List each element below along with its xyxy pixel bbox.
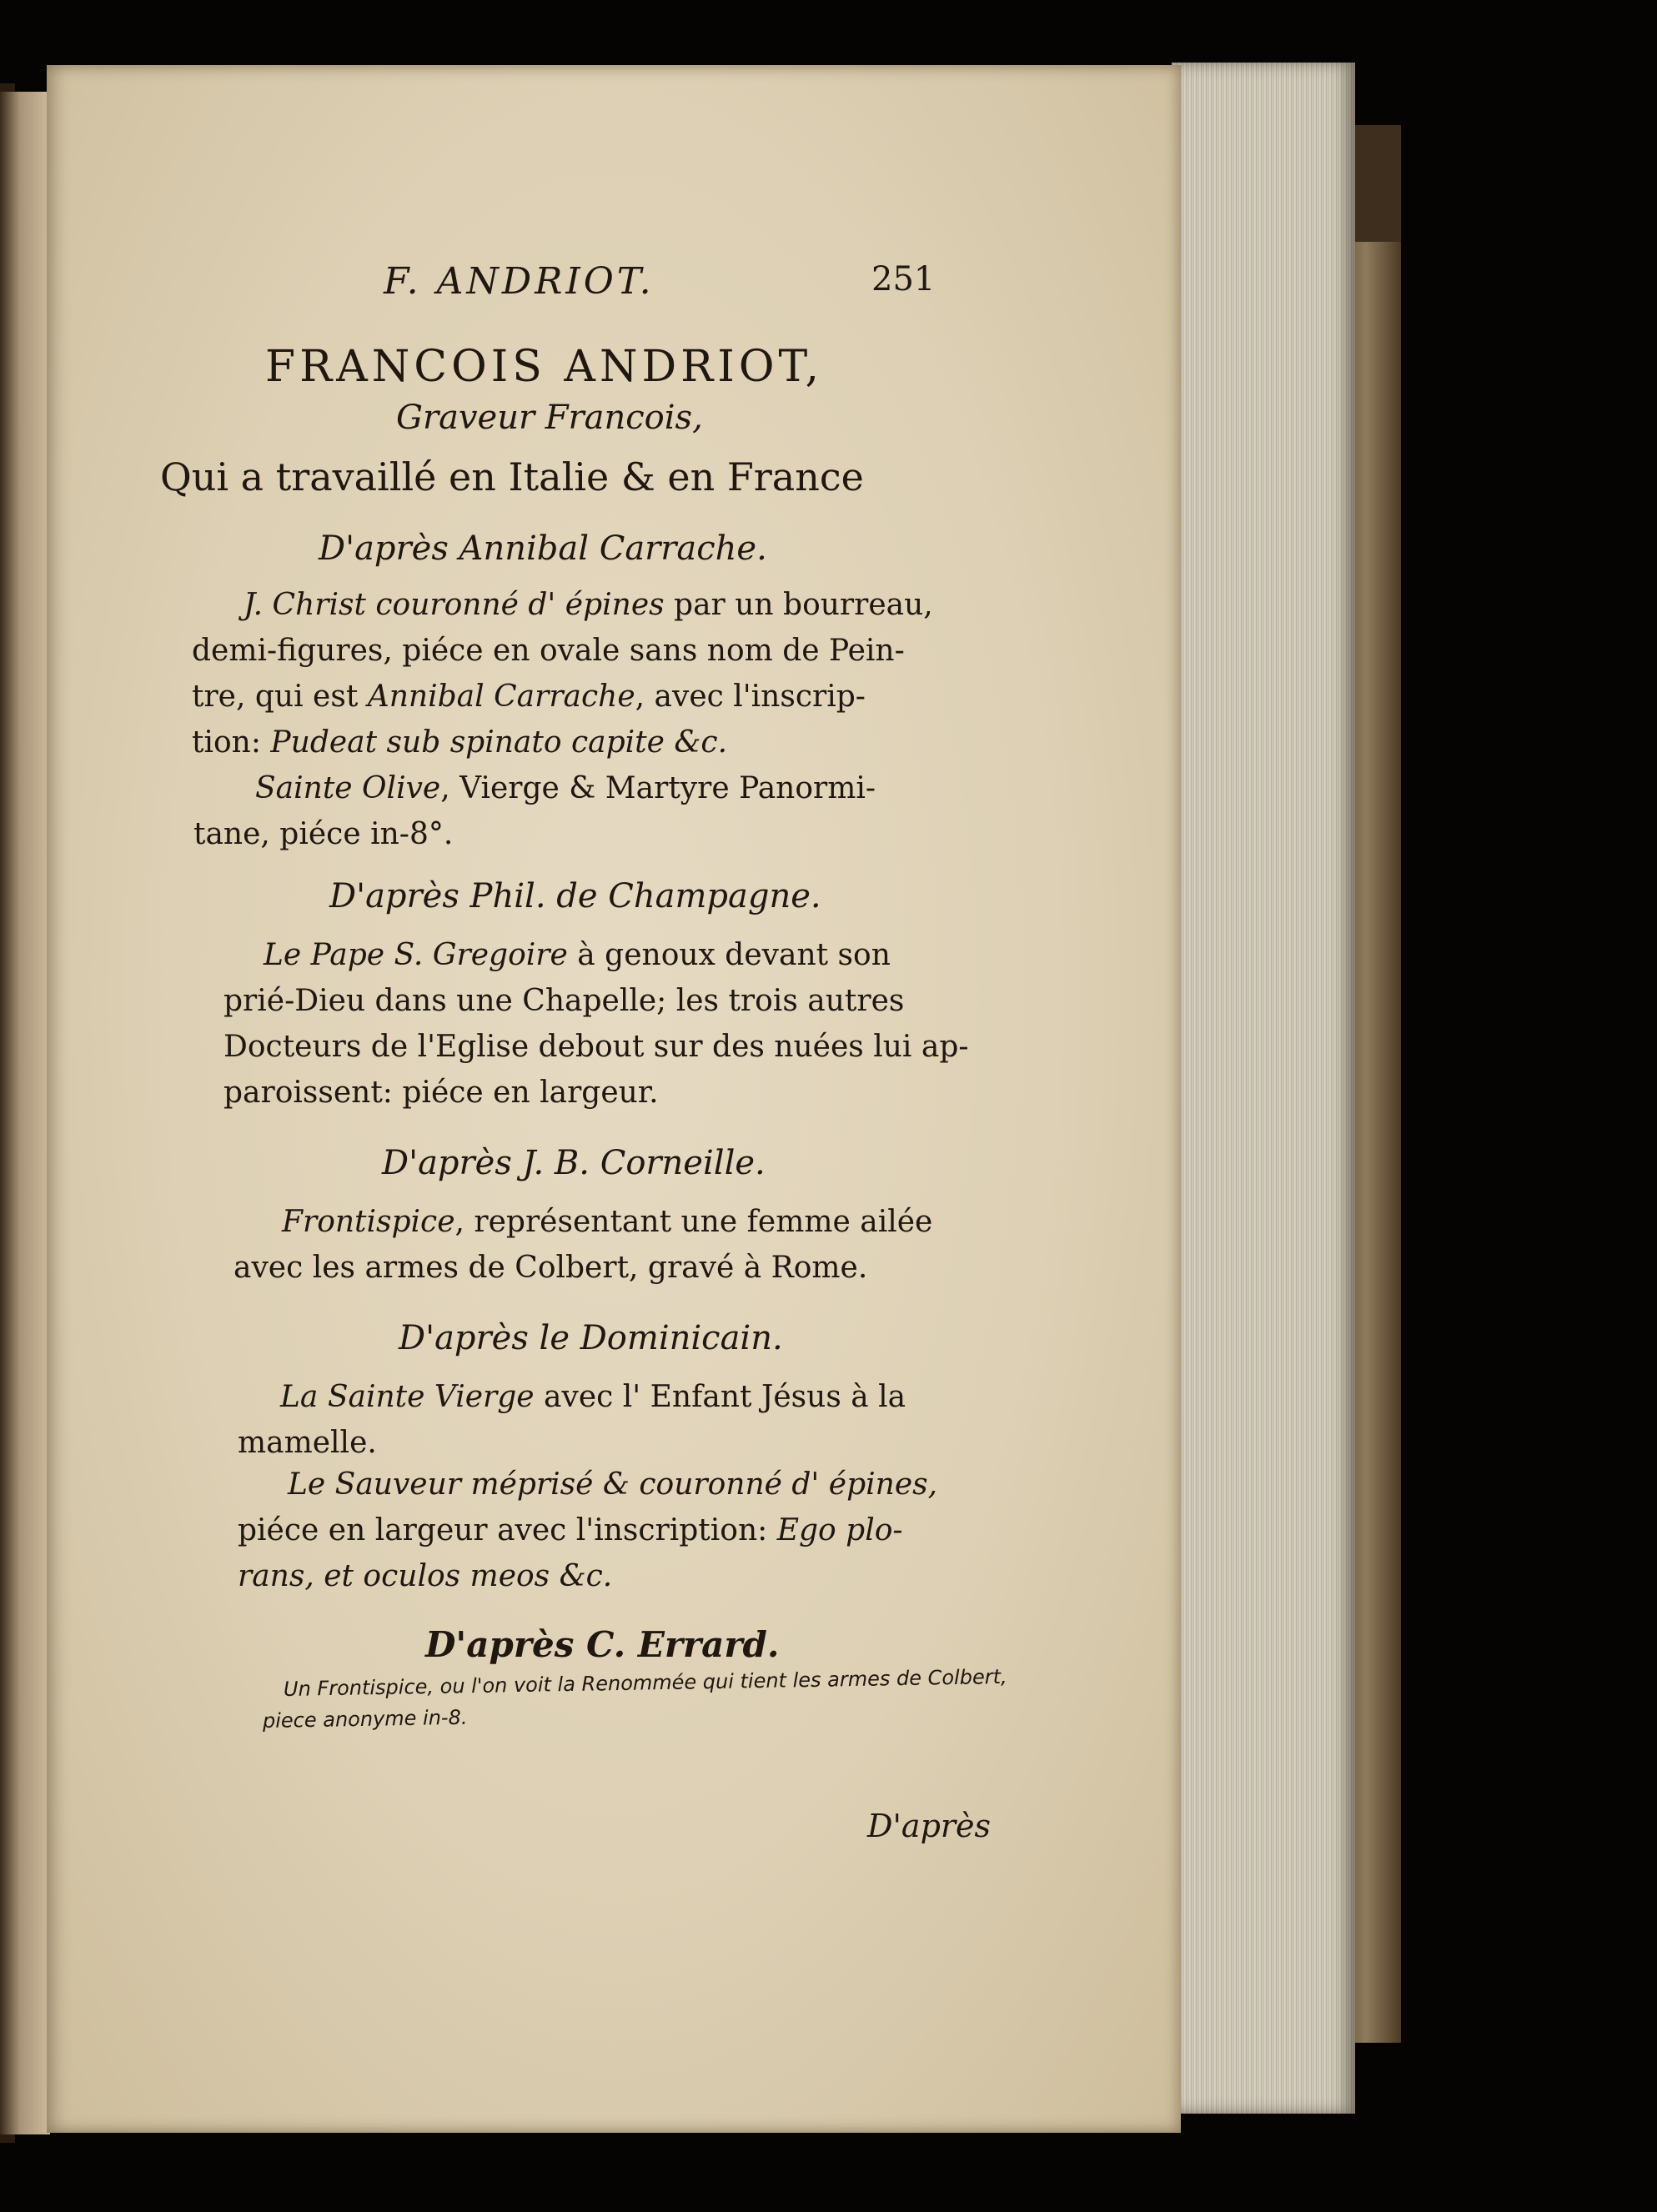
section-heading: D'après J. B. Corneille. bbox=[382, 1144, 766, 1182]
running-header: F. ANDRIOT. bbox=[384, 260, 655, 303]
text-line: Docteurs de l'Eglise debout sur des nuées lui ap- bbox=[223, 1030, 969, 1064]
text-line: mamelle. bbox=[238, 1426, 377, 1460]
handwritten-annotation-line: Un Frontispice, ou l'on voit la Renommée qui tient les armes de Colbert, bbox=[283, 1664, 1007, 1701]
catchword: D'après bbox=[867, 1808, 992, 1844]
text-line: avec les armes de Colbert, gravé à Rome. bbox=[233, 1251, 868, 1285]
section-heading: D'après Annibal Carrache. bbox=[319, 529, 767, 568]
page-block-edges bbox=[1172, 63, 1355, 2114]
facing-page-edge bbox=[0, 92, 50, 2134]
text-line: paroissent: piéce en largeur. bbox=[223, 1076, 659, 1110]
text-line: Le Sauveur méprisé & couronné d' épines, bbox=[288, 1467, 938, 1502]
section-heading: D'après C. Errard. bbox=[425, 1624, 780, 1665]
text-line: prié-Dieu dans une Chapelle; les trois autres bbox=[223, 984, 905, 1018]
text-line: Frontispice, représentant une femme ailée bbox=[282, 1205, 933, 1239]
text-line: J. Christ couronné d' épines par un bourreau, bbox=[244, 588, 933, 622]
text-line: Le Pape S. Gregoire à genoux devant son bbox=[264, 938, 891, 972]
section-heading: D'après le Dominicain. bbox=[399, 1319, 783, 1357]
text-line: Sainte Olive, Vierge & Martyre Panormi- bbox=[255, 771, 876, 805]
text-line: piéce en largeur avec l'inscription: Ego plo- bbox=[238, 1513, 903, 1547]
page-number: 251 bbox=[871, 260, 936, 298]
text-line: rans, et oculos meos &c. bbox=[238, 1559, 613, 1593]
section-heading: D'après Phil. de Champagne. bbox=[329, 877, 821, 915]
author-name: FRANCOIS ANDRIOT, bbox=[265, 342, 824, 392]
text-line: tion: Pudeat sub spinato capite &c. bbox=[192, 725, 728, 760]
text-line: tane, piéce in-8°. bbox=[193, 817, 454, 851]
author-note: Qui a travaillé en Italie & en France bbox=[160, 454, 864, 499]
handwritten-annotation-line: piece anonyme in-8. bbox=[262, 1705, 468, 1733]
text-line: demi-figures, piéce en ovale sans nom de Pein- bbox=[192, 634, 905, 668]
text-line: La Sainte Vierge avec l' Enfant Jésus à la bbox=[280, 1380, 906, 1414]
text-line: tre, qui est Annibal Carrache, avec l'inscrip- bbox=[192, 680, 866, 714]
author-role: Graveur Francois, bbox=[396, 399, 703, 437]
